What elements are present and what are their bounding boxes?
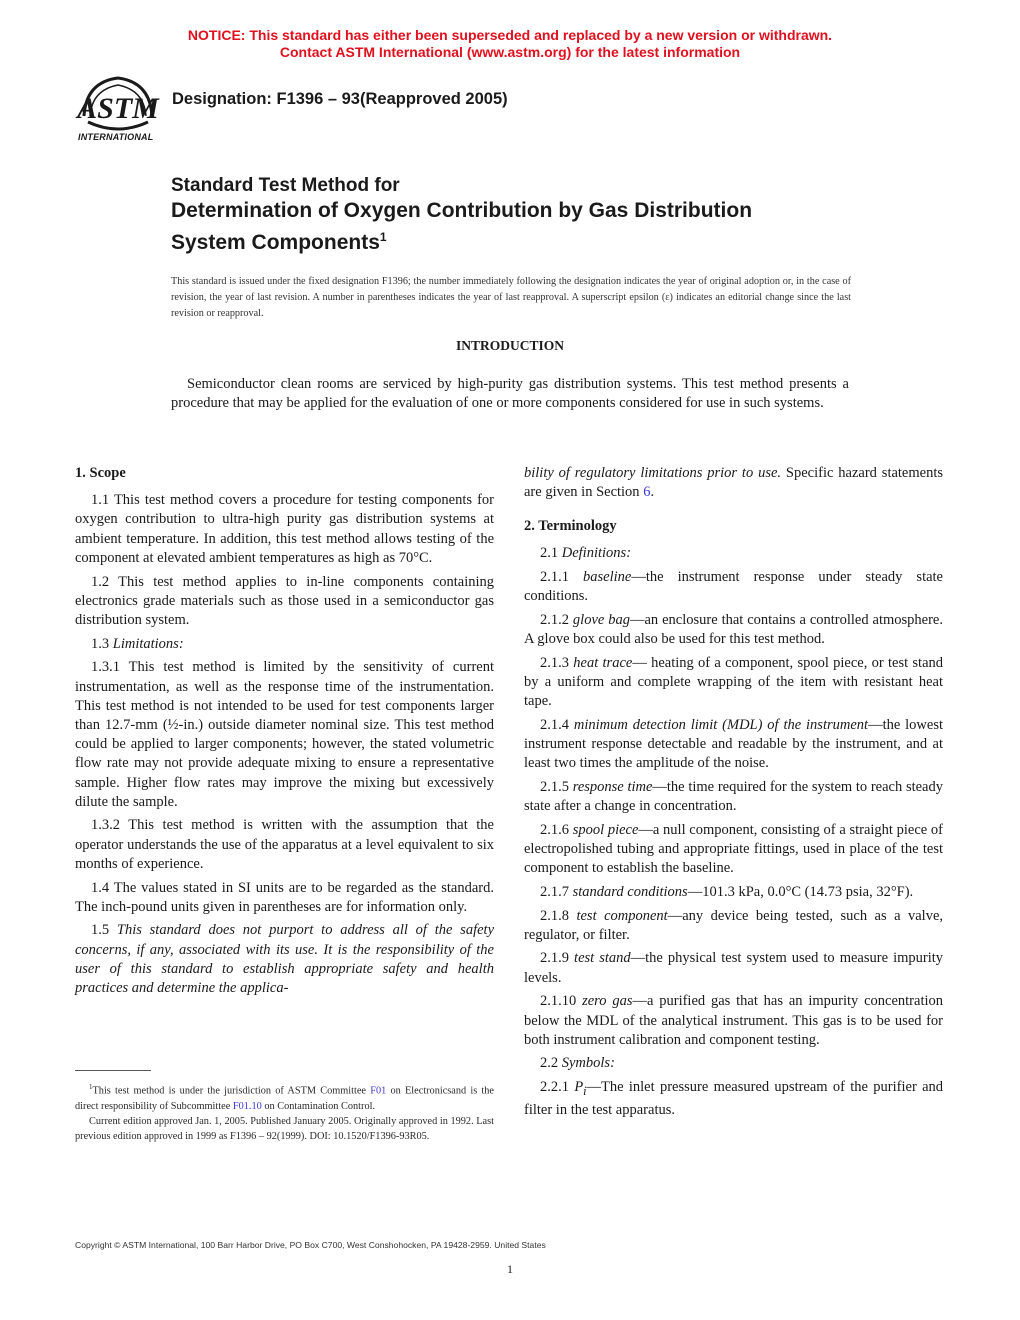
term-num: 2.1.8 — [540, 907, 569, 924]
term-def: —the lowest instrument response detectable and readable by the instrument, and at least two times the amplitude of the noise. — [524, 716, 943, 772]
term-def: —a null component, consisting of a straight piece of electropolished tubing and appropriate fittings, used in place of the test component to establish the baseline. — [524, 821, 943, 877]
term-name: minimum detection limit (MDL) of the instrument — [573, 716, 869, 733]
term-name: glove bag — [572, 611, 630, 628]
notice-line-1: NOTICE: This standard has either been superseded and replaced by a new version or withdrawn. — [187, 27, 833, 43]
para-2-2-1 — [524, 1078, 943, 1120]
right-column — [524, 464, 943, 1125]
term-num: 2.1.10 — [540, 993, 577, 1010]
notice-banner — [0, 27, 1020, 61]
page-number: 1 — [507, 1262, 513, 1276]
para-1-5-num: 1.5 — [91, 922, 110, 939]
symbol-sub: i — [583, 1084, 587, 1099]
term-definition — [524, 949, 943, 987]
symbol-num: 2.2.1 — [540, 1079, 569, 1096]
para-1-2: 1.2 This test method applies to in-line components containing electronics grade materials such as those used in a semiconductor gas distribution system. — [75, 573, 494, 628]
introduction-text — [171, 375, 849, 414]
para-2-2-num: 2.2 — [540, 1055, 559, 1072]
para-1-3-num: 1.3 — [91, 635, 110, 652]
term-num: 2.1.7 — [540, 883, 569, 900]
title-footnote-mark: 1 — [379, 230, 387, 244]
para-2-1-num: 2.1 — [540, 545, 559, 562]
term-num: 2.1.1 — [540, 568, 569, 585]
term-num: 2.1.9 — [540, 950, 569, 967]
term-definition — [524, 654, 943, 712]
section-scope-heading: 1. Scope — [75, 465, 126, 481]
term-definition — [524, 611, 943, 649]
term-name: test component — [576, 907, 668, 924]
para-2-1-label: Definitions: — [561, 545, 632, 562]
footnotes — [75, 1080, 494, 1144]
footnote-1-b: on Electronicsand is the direct responsibility of Subcommittee — [75, 1085, 495, 1112]
copyright: Copyright © ASTM International, 100 Barr Harbor Drive, PO Box C700, West Conshohocken, PA 19428-2959. United States — [75, 1240, 546, 1250]
footnote-1-c: on Contamination Control. — [264, 1100, 376, 1112]
term-definition — [524, 883, 943, 902]
left-column — [75, 464, 494, 1003]
para-2-2 — [524, 1054, 943, 1073]
para-1-5-italic: This standard does not purport to address all of the safety concerns, if any, associated with its use. It is the responsibility of the user of this standard to establish appropriate safety and health practices and determine the applica- — [75, 922, 495, 997]
term-def: — heating of a component, spool piece, or test stand by a uniform and complete wrapping of the item with resistant heat tape. — [524, 654, 944, 710]
para-1-3-2: 1.3.2 This test method is written with the assumption that the operator understands the use of the apparatus at a level equivalent to six months of experience. — [75, 817, 494, 872]
term-definition — [524, 778, 943, 816]
term-definition — [524, 992, 943, 1050]
term-def: —101.3 kPa, 0.0°C (14.73 psia, 32°F). — [687, 883, 914, 900]
term-def: —the instrument response under steady state conditions. — [524, 568, 943, 605]
footnote-1-a: This test method is under the jurisdiction of ASTM Committee — [92, 1085, 366, 1097]
title-line-3: System Components — [171, 231, 380, 254]
terms-list — [524, 568, 943, 1050]
title-line-1: Standard Test Method for — [171, 175, 400, 196]
subcommittee-f01-10-link[interactable]: F01.10 — [232, 1100, 262, 1112]
committee-f01-link[interactable]: F01 — [370, 1085, 387, 1097]
term-def: —any device being tested, such as a valve, regulator, or filter. — [524, 907, 943, 943]
section-6-link[interactable]: 6 — [643, 484, 651, 501]
term-definition — [524, 568, 943, 606]
para-2-2-label: Symbols: — [561, 1055, 615, 1072]
footnote-mark: 1 — [89, 1083, 93, 1091]
designation: Designation: F1396 – 93(Reapproved 2005) — [172, 90, 508, 108]
term-name: standard conditions — [572, 883, 688, 900]
term-def: —the time required for the system to reach steady state after a change in concentration. — [524, 778, 943, 815]
term-def: —an enclosure that contains a controlled atmosphere. A glove box could also be used for this test method. — [524, 611, 943, 647]
preface-note: This standard is issued under the fixed designation F1396; the number immediately following the designation indicates the year of original adoption or, in the case of revision, the year of last revision. A number in parentheses indicates the year of last reapproval. A superscript epsilon (ε) indicates an editorial change since the last revision or reapproval. — [171, 276, 851, 319]
notice-line-2: Contact ASTM International (www.astm.org) for the latest information — [279, 44, 741, 60]
logo-label: INTERNATIONAL — [78, 132, 154, 142]
para-1-3 — [75, 635, 494, 654]
term-def: —a purified gas that has an impurity concentration below the MDL of the analytical instrument. This gas is to be used for both instrument calibration and component testing. — [524, 993, 944, 1048]
para-1-4: 1.4 The values stated in SI units are to be regarded as the standard. The inch-pound units given in parentheses are for information only. — [75, 879, 494, 915]
term-def: —the physical test system used to measure impurity levels. — [524, 950, 944, 986]
section-terminology-heading: 2. Terminology — [524, 517, 617, 534]
para-1-1: 1.1 This test method covers a procedure for testing components for oxygen contribution to ultra-high purity gas distribution systems at ambient temperature. In addition, this test method allows testing of the component at elevated ambient temperatures as high as 70°C. — [75, 492, 494, 566]
term-name: test stand — [574, 950, 631, 967]
para-1-5-cont-text: Specific hazard statements are given in Section — [524, 465, 944, 501]
para-1-5-continued — [524, 464, 943, 502]
svg-text:ASTM: ASTM — [77, 92, 159, 125]
footnote-1 — [75, 1080, 494, 1114]
term-definition — [524, 821, 943, 879]
term-name: zero gas — [582, 993, 633, 1010]
footnote-rule — [75, 1070, 151, 1071]
para-2-1 — [524, 544, 943, 563]
term-name: spool piece — [572, 821, 639, 838]
term-definition — [524, 907, 943, 945]
introduction-heading: INTRODUCTION — [455, 338, 564, 353]
para-1-5-end: . — [650, 484, 655, 501]
term-num: 2.1.6 — [540, 821, 569, 838]
term-num: 2.1.3 — [540, 654, 569, 671]
term-num: 2.1.2 — [540, 611, 569, 628]
term-num: 2.1.5 — [540, 778, 569, 795]
term-num: 2.1.4 — [540, 716, 569, 733]
para-1-3-label: Limitations: — [112, 635, 184, 652]
document-title — [171, 175, 931, 256]
footnote-2: Current edition approved Jan. 1, 2005. Published January 2005. Originally approved in 1992. Last previous edition approved in 1999 as F1396 – 92(1999). DOI: 10.1520/F1396-93R05. — [75, 1115, 494, 1143]
para-1-5-cont-italic: bility of regulatory limitations prior to use. — [524, 465, 782, 481]
term-name: heat trace — [573, 654, 633, 671]
symbol-var: P — [574, 1079, 584, 1096]
term-name: baseline — [583, 568, 632, 585]
term-definition — [524, 716, 943, 774]
introduction-body: Semiconductor clean rooms are serviced by high-purity gas distribution systems. This test method presents a procedure that may be applied for the evaluation of one or more components considered for use in such systems. — [171, 376, 849, 412]
title-line-2: Determination of Oxygen Contribution by Gas Distribution — [171, 199, 753, 222]
para-1-5 — [75, 921, 494, 998]
symbol-def: —The inlet pressure measured upstream of the purifier and filter in the test apparatus. — [524, 1079, 944, 1119]
term-name: response time — [572, 778, 653, 795]
para-1-3-1: 1.3.1 This test method is limited by the sensitivity of current instrumentation, as well as the response time of the instrumentation. This test method is not intended to be used for test components larger than 12.7-mm (½-in.) outside diameter nominal size. This test method could be applied to larger components; however, the stated volumetric flow rate may not provide adequate mixing to ensure a representative sample. Higher flow rates may improve the mixing but excessively dilute the sample. — [75, 659, 494, 810]
